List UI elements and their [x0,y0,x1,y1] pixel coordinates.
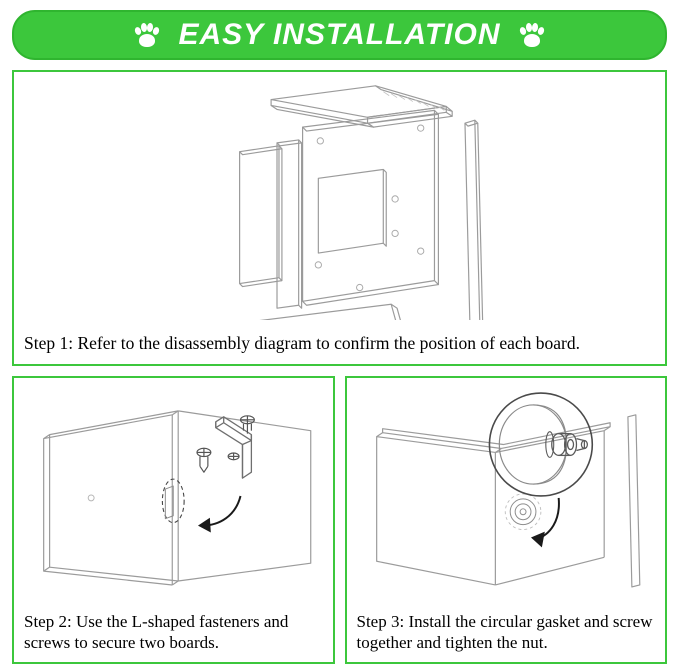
paw-print-icon [517,20,547,50]
l-bracket-and-screws-diagram [14,378,333,606]
circular-gasket-magnified-diagram [347,378,666,606]
step-1-caption: Step 1: Refer to the disassembly diagram to confirm the position of each board. [24,332,580,353]
exploded-assembly-diagram [14,72,665,320]
step-2-caption: Step 2: Use the L-shaped fasteners and screws to secure two boards. [24,611,289,653]
step-3-caption: Step 3: Install the circular gasket and screw together and tighten the nut. [356,611,653,653]
step-3-panel [345,376,668,664]
paw-print-icon [132,20,162,50]
page-title: EASY INSTALLATION [178,18,501,51]
step-1-panel [12,70,667,366]
step-2-panel [12,376,335,664]
steps-row [12,376,667,664]
header-banner [12,10,667,60]
